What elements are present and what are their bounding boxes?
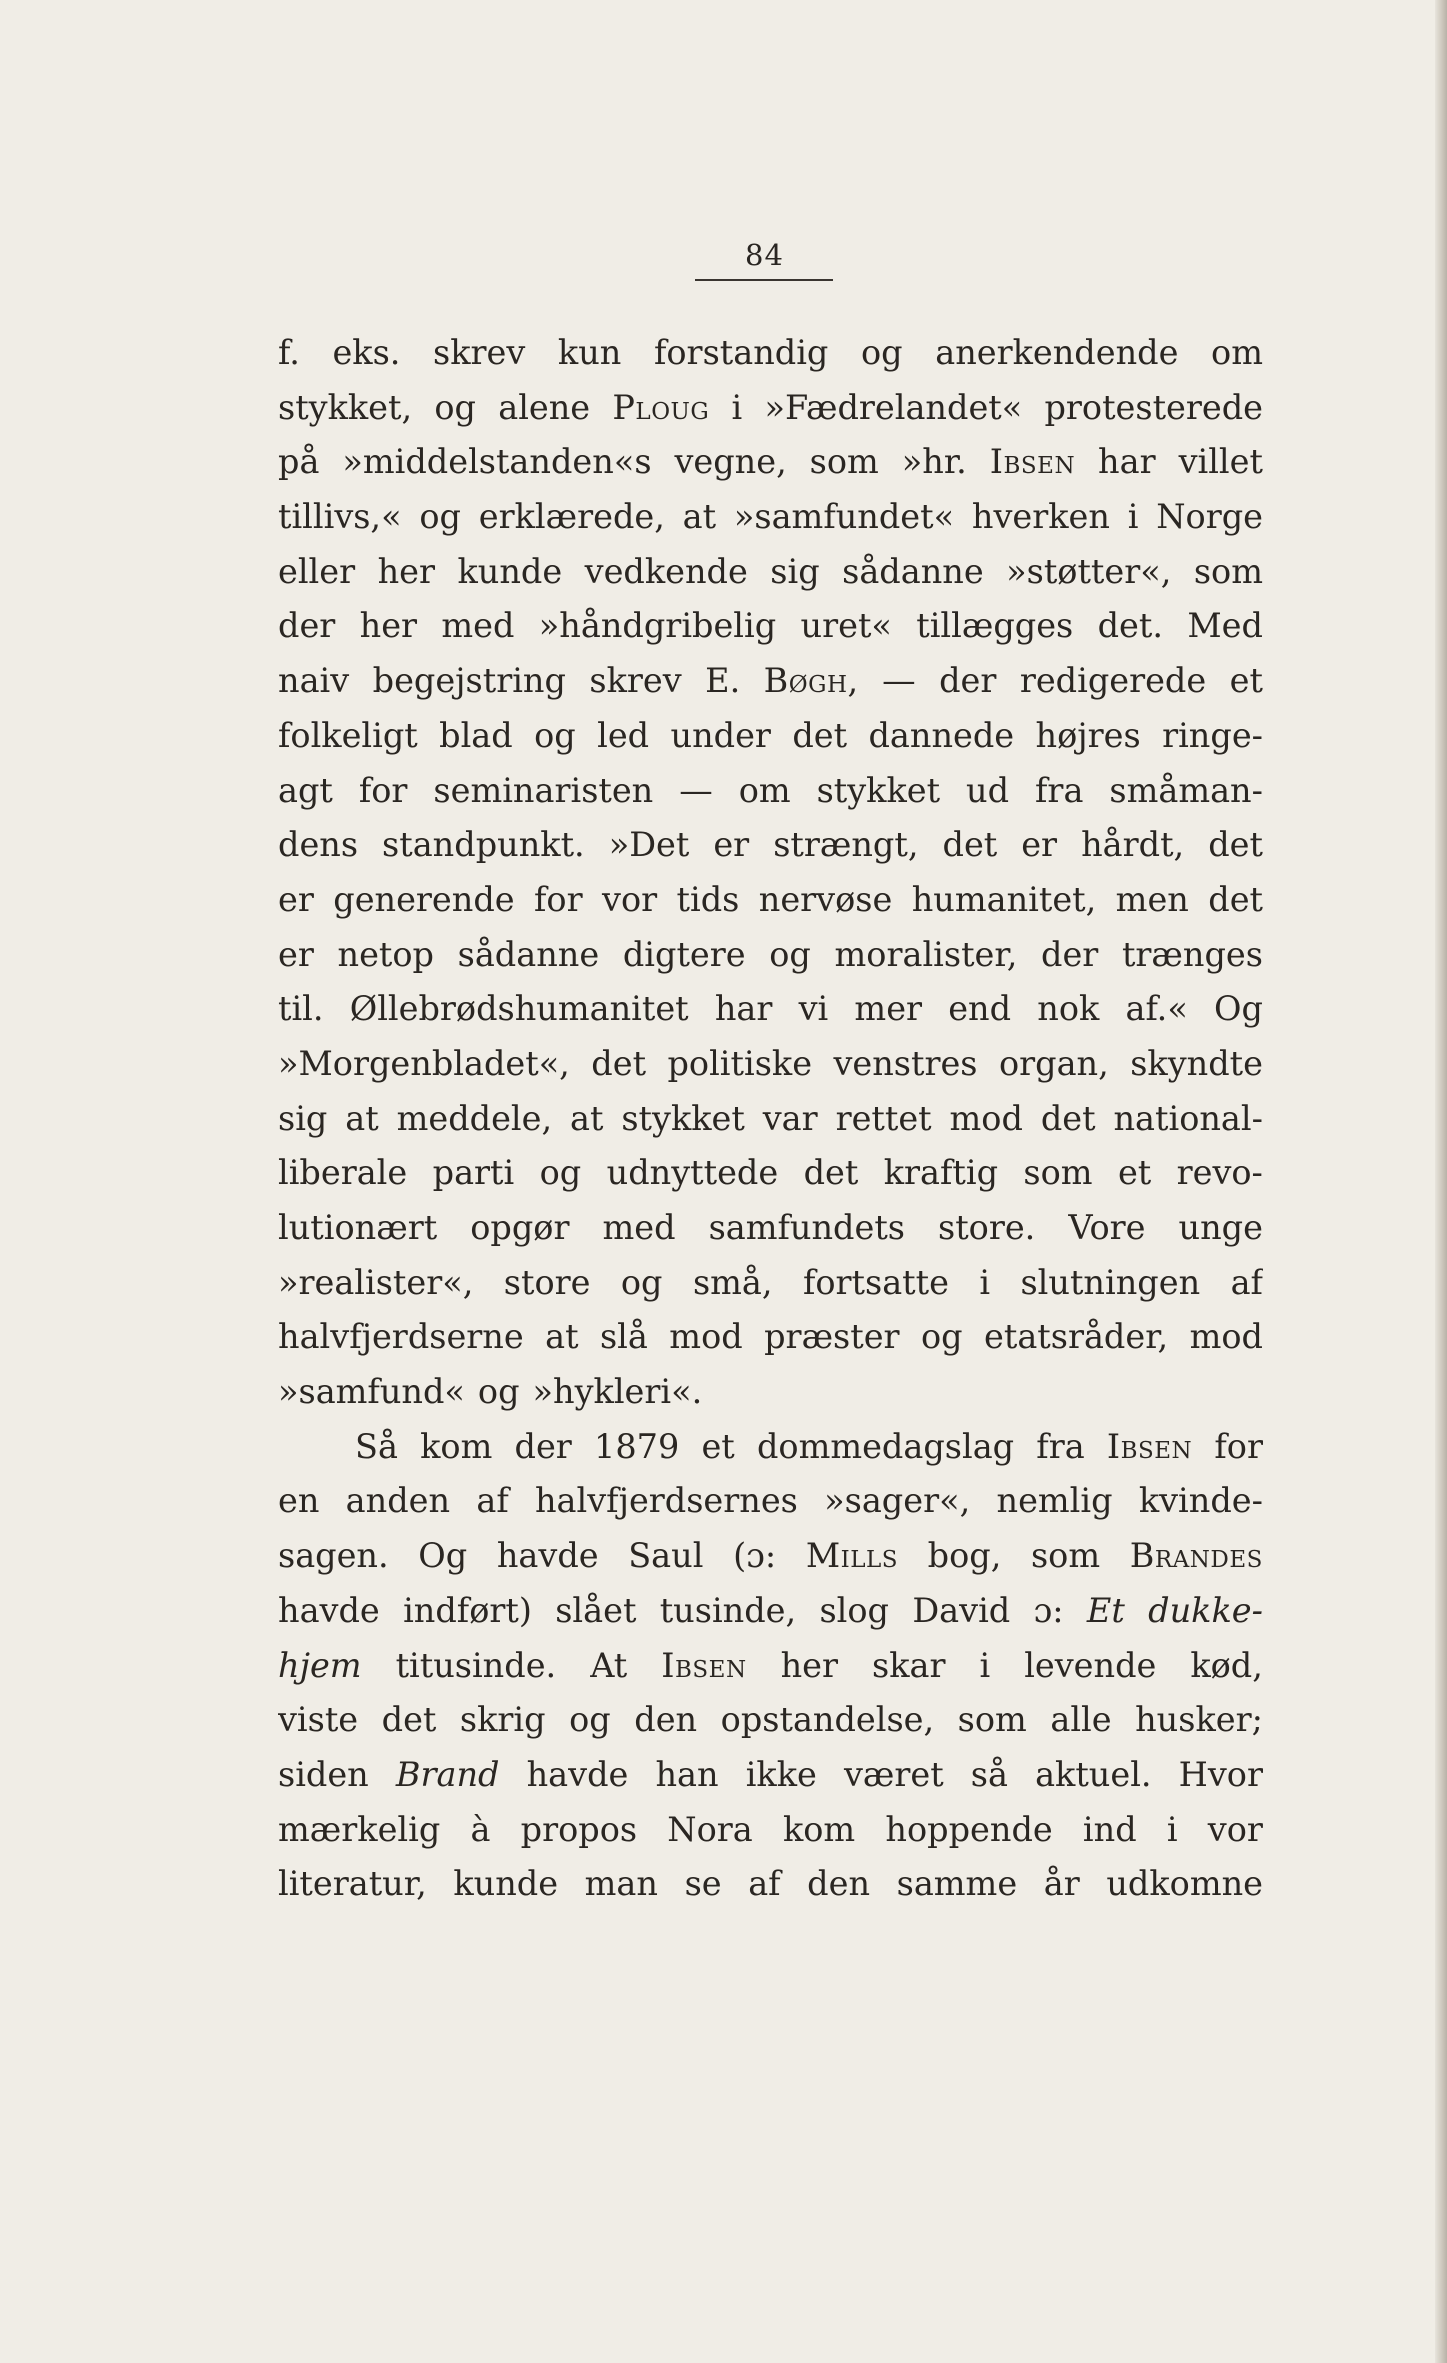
word: »Fædrelandet« <box>764 387 1023 427</box>
word: at <box>345 1098 379 1138</box>
word: nervøse <box>758 879 893 919</box>
word: hårdt, <box>1081 825 1185 865</box>
page-edge <box>1435 0 1447 2363</box>
word: mod <box>669 1317 743 1357</box>
word: »samfundet« <box>733 497 955 537</box>
word: Mills <box>805 1536 899 1576</box>
word: eks. <box>332 333 401 372</box>
word: udnyttede <box>606 1153 779 1193</box>
text-line <box>278 818 1263 873</box>
word: store <box>503 1262 591 1302</box>
word: redigerede <box>1019 661 1207 701</box>
word: han <box>655 1754 719 1794</box>
word: E. <box>705 661 741 701</box>
word: meddele, <box>396 1098 553 1138</box>
word: været <box>843 1754 944 1794</box>
word: opstandelse, <box>720 1700 935 1740</box>
word: sagen. <box>278 1536 389 1576</box>
word: moralister, <box>834 934 1018 974</box>
word: sig <box>770 551 820 591</box>
word: med <box>441 606 515 646</box>
word: der <box>1041 934 1099 974</box>
text-line <box>278 982 1263 1037</box>
word: Ibsen <box>661 1645 747 1685</box>
word: — <box>882 661 916 701</box>
word: villet <box>1178 442 1263 482</box>
word: højres <box>1035 715 1141 755</box>
word: fortsatte <box>802 1262 949 1302</box>
word: Hvor <box>1178 1754 1263 1794</box>
word: småman- <box>1109 770 1263 810</box>
word: kunde <box>457 551 563 591</box>
word: skar <box>872 1645 946 1685</box>
word: at <box>682 497 717 537</box>
word: skrig <box>459 1700 546 1740</box>
word: det <box>792 715 848 755</box>
word: humanitet, <box>911 879 1097 919</box>
word: med <box>602 1208 676 1247</box>
word: Så <box>355 1426 398 1466</box>
word: om <box>738 770 791 810</box>
word: David <box>912 1590 1011 1630</box>
word: nemlig <box>996 1481 1113 1521</box>
word: kunde <box>453 1864 559 1904</box>
word: stykket <box>816 770 941 810</box>
word: dukke- <box>1148 1590 1263 1630</box>
word: sig <box>278 1098 328 1138</box>
word: mærkelig <box>278 1809 441 1849</box>
word: indført) <box>403 1590 532 1630</box>
word: ud <box>966 770 1010 810</box>
word: tillægges <box>916 606 1074 646</box>
word: — <box>679 770 713 810</box>
word: strængt, <box>773 825 919 865</box>
word: »middelstanden«s <box>342 442 652 482</box>
word: vor <box>602 879 658 919</box>
word: samfundets <box>708 1208 905 1247</box>
text-line <box>278 654 1263 709</box>
word: f. <box>278 333 300 372</box>
word: vedkende <box>584 551 748 591</box>
word: unge <box>1178 1208 1263 1247</box>
word: et <box>1117 1153 1152 1193</box>
word: kun <box>557 333 622 372</box>
word: udkomne <box>1106 1864 1263 1904</box>
word: præster <box>764 1317 900 1357</box>
word: ikke <box>745 1754 817 1794</box>
word: om <box>1211 333 1263 372</box>
word: det <box>591 1043 647 1083</box>
word: protesterede <box>1044 387 1263 427</box>
word: for <box>1214 1426 1263 1466</box>
word: organ, <box>998 1043 1109 1083</box>
word: Et <box>1086 1590 1125 1630</box>
word: generende <box>333 879 515 919</box>
word: der <box>278 606 336 646</box>
word: vegne, <box>674 442 787 482</box>
word: alle <box>1050 1700 1112 1740</box>
word: den <box>634 1700 698 1740</box>
word: tids <box>676 879 740 919</box>
word: digtere <box>622 934 746 974</box>
word: det <box>1208 879 1263 919</box>
text-line <box>278 326 1263 381</box>
word: var <box>762 1098 818 1138</box>
text-line <box>278 873 1263 928</box>
word: »hr. <box>901 442 967 482</box>
text-line <box>278 1092 1263 1147</box>
word: »hykleri«. <box>532 1372 703 1412</box>
word: alene <box>498 387 591 427</box>
word: det <box>1040 1098 1096 1138</box>
word: folkeligt <box>278 715 418 755</box>
word: halvfjerdsernes <box>534 1481 798 1521</box>
word: etatsråder, <box>984 1317 1169 1357</box>
word: standpunkt. <box>382 825 585 865</box>
word: kød, <box>1190 1645 1263 1685</box>
text-line <box>278 1584 1263 1639</box>
word: dannede <box>868 715 1015 755</box>
word: eller <box>278 551 356 591</box>
word: revo- <box>1176 1153 1263 1193</box>
page-number: 84 <box>745 238 784 272</box>
word: det <box>803 1153 859 1193</box>
word: ringe- <box>1162 715 1263 755</box>
word: Nora <box>667 1809 753 1849</box>
word: havde <box>278 1590 380 1630</box>
word: den <box>807 1864 871 1904</box>
word: »Morgenbladet«, <box>278 1043 570 1083</box>
word: end <box>948 989 1012 1029</box>
word: parti <box>432 1153 515 1193</box>
word: kom <box>420 1426 493 1466</box>
word: slået <box>555 1590 637 1630</box>
word: viste <box>278 1700 359 1740</box>
word: ɔ: <box>1033 1590 1064 1630</box>
word: aktuel. <box>1035 1754 1152 1794</box>
word: propos <box>520 1809 638 1849</box>
word: der <box>939 661 997 701</box>
word: sådanne <box>457 934 600 974</box>
word: her <box>780 1645 838 1685</box>
word: og <box>477 1372 520 1412</box>
word: et <box>701 1426 735 1466</box>
word: havde <box>526 1754 629 1794</box>
word: det <box>381 1700 437 1740</box>
word: slutningen <box>1020 1262 1201 1302</box>
text-line <box>278 1529 1263 1584</box>
word: og <box>434 387 476 427</box>
word: hoppende <box>885 1809 1053 1849</box>
word: agt <box>278 770 333 810</box>
word: er <box>1021 825 1058 865</box>
word: dommedagslag <box>756 1426 1015 1466</box>
word: og <box>534 715 576 755</box>
word: fra <box>1035 770 1084 810</box>
text-line <box>278 1748 1263 1803</box>
word: skyndte <box>1130 1043 1263 1083</box>
text-line <box>278 764 1263 819</box>
text-line <box>278 1310 1263 1365</box>
word: er <box>278 879 314 919</box>
word: trænges <box>1121 934 1263 974</box>
word: rettet <box>835 1098 932 1138</box>
word: stykket <box>621 1098 745 1138</box>
word: levende <box>1024 1645 1157 1685</box>
text-line <box>278 435 1263 490</box>
word: Og <box>1214 989 1263 1029</box>
word: politiske <box>667 1043 813 1083</box>
text-line <box>278 1256 1263 1311</box>
word: anerkendende <box>935 333 1179 372</box>
word: store. <box>938 1208 1036 1247</box>
word: år <box>1043 1864 1080 1904</box>
word: et <box>1229 661 1263 701</box>
word: uret« <box>800 606 892 646</box>
word: Øllebrødshumanitet <box>349 989 689 1029</box>
word: for <box>358 770 408 810</box>
page-number-rule <box>695 279 833 281</box>
word: på <box>278 442 320 482</box>
word: af <box>748 1864 781 1904</box>
word: »støtter«, <box>1006 551 1172 591</box>
word: tillivs,« <box>278 497 402 537</box>
word: her <box>377 551 435 591</box>
word: kraftig <box>883 1153 999 1193</box>
word: en <box>278 1481 320 1521</box>
word: nok <box>1037 989 1100 1029</box>
word: se <box>684 1864 722 1904</box>
word: havde <box>496 1536 599 1576</box>
word: og <box>769 934 811 974</box>
word: men <box>1115 879 1189 919</box>
text-line <box>278 1803 1263 1858</box>
word: hverken <box>971 497 1110 537</box>
word: i <box>1166 1809 1178 1849</box>
word: opgør <box>470 1208 570 1247</box>
word: vi <box>798 989 829 1029</box>
word: Bøgh, <box>763 661 859 701</box>
word: halvfjerdserne <box>278 1317 524 1357</box>
word: at <box>570 1098 604 1138</box>
word: er <box>713 825 750 865</box>
word: er <box>278 934 314 974</box>
word: erklærede, <box>478 497 665 537</box>
word: siden <box>278 1754 369 1794</box>
word: At <box>590 1645 628 1685</box>
word: i <box>731 387 743 427</box>
word: Brand <box>395 1754 500 1794</box>
word: bog, <box>927 1536 1002 1576</box>
word: kvinde- <box>1138 1481 1263 1521</box>
text-line <box>278 1201 1263 1256</box>
word: »håndgribelig <box>538 606 777 646</box>
word: man <box>584 1864 658 1904</box>
word: Norge <box>1156 497 1263 537</box>
word: tusinde, <box>659 1590 797 1630</box>
word: Og <box>418 1536 468 1576</box>
text-line <box>278 1474 1263 1529</box>
word: som <box>809 442 879 482</box>
word: under <box>670 715 771 755</box>
word: små, <box>692 1262 773 1302</box>
text-line <box>278 709 1263 764</box>
word: sådanne <box>842 551 984 591</box>
word: og <box>920 1317 963 1357</box>
word: det <box>942 825 998 865</box>
text-line <box>278 1639 1263 1694</box>
word: liberale <box>278 1153 408 1193</box>
text-line <box>278 545 1263 600</box>
word: mod <box>1189 1317 1263 1357</box>
word: Ploug <box>612 387 710 427</box>
word: Ibsen <box>989 442 1076 482</box>
word: i <box>979 1645 991 1685</box>
word: samme <box>896 1864 1018 1904</box>
word: Saul <box>628 1536 704 1576</box>
word: for <box>534 879 583 919</box>
word: à <box>470 1809 491 1849</box>
word: af <box>476 1481 509 1521</box>
text-line <box>278 381 1263 436</box>
word: der <box>514 1426 572 1466</box>
word: og <box>419 497 461 537</box>
word: Vore <box>1068 1208 1146 1247</box>
word: mod <box>949 1098 1023 1138</box>
word: »sager«, <box>824 1481 971 1521</box>
word: seminaristen <box>433 770 654 810</box>
word: til. <box>278 989 324 1029</box>
word: (ɔ: <box>733 1536 777 1576</box>
text-line <box>278 1693 1263 1748</box>
text-line <box>278 490 1263 545</box>
word: literatur, <box>278 1864 427 1904</box>
word: og <box>620 1262 663 1302</box>
word: af.« <box>1125 989 1188 1029</box>
text-line <box>278 1146 1263 1201</box>
word: hjem <box>278 1645 362 1685</box>
word: så <box>970 1754 1008 1794</box>
word: blad <box>439 715 513 755</box>
word: slog <box>819 1590 889 1630</box>
word: i <box>979 1262 991 1302</box>
word: i <box>1127 497 1139 537</box>
word: national- <box>1113 1098 1263 1138</box>
word: led <box>597 715 650 755</box>
text-line <box>278 599 1263 654</box>
word: og <box>569 1700 611 1740</box>
word: Med <box>1187 606 1263 646</box>
word: og <box>539 1153 582 1193</box>
word: dens <box>278 825 359 865</box>
word: begejstring <box>372 661 566 701</box>
word: som <box>1030 1536 1101 1576</box>
word: som <box>1193 551 1263 591</box>
word: forstandig <box>653 333 829 372</box>
body-text <box>278 326 1263 1912</box>
word: af <box>1230 1262 1263 1302</box>
word: 1879 <box>594 1426 680 1466</box>
word: netop <box>337 934 434 974</box>
word: det <box>1208 825 1263 865</box>
word: anden <box>345 1481 451 1521</box>
word: som <box>957 1700 1027 1740</box>
word: »samfund« <box>278 1372 465 1412</box>
word: husker; <box>1135 1700 1263 1740</box>
text-line <box>278 1037 1263 1092</box>
word: Brandes <box>1129 1536 1263 1576</box>
word: fra <box>1036 1426 1085 1466</box>
word: og <box>860 333 903 372</box>
word: stykket, <box>278 387 413 427</box>
word: at <box>545 1317 579 1357</box>
word: lutionært <box>278 1208 438 1247</box>
word: »realister«, <box>278 1262 474 1302</box>
word: her <box>359 606 418 646</box>
word: Ibsen <box>1106 1426 1193 1466</box>
word: kom <box>782 1809 856 1849</box>
word: skrev <box>433 333 526 372</box>
word: mer <box>854 989 923 1029</box>
word: som <box>1023 1153 1093 1193</box>
word: titusinde. <box>395 1645 557 1685</box>
word: har <box>714 989 773 1029</box>
word: slå <box>599 1317 648 1357</box>
word: skrev <box>589 661 682 701</box>
text-line <box>278 1365 1263 1420</box>
word: »Det <box>608 825 690 865</box>
word: har <box>1098 442 1156 482</box>
word: naiv <box>278 661 350 701</box>
word: vor <box>1207 1809 1263 1849</box>
text-line <box>278 1420 1263 1475</box>
text-line <box>278 1857 1263 1912</box>
word: venstres <box>833 1043 978 1083</box>
word: ind <box>1082 1809 1137 1849</box>
word: det. <box>1097 606 1163 646</box>
text-line <box>278 928 1263 983</box>
